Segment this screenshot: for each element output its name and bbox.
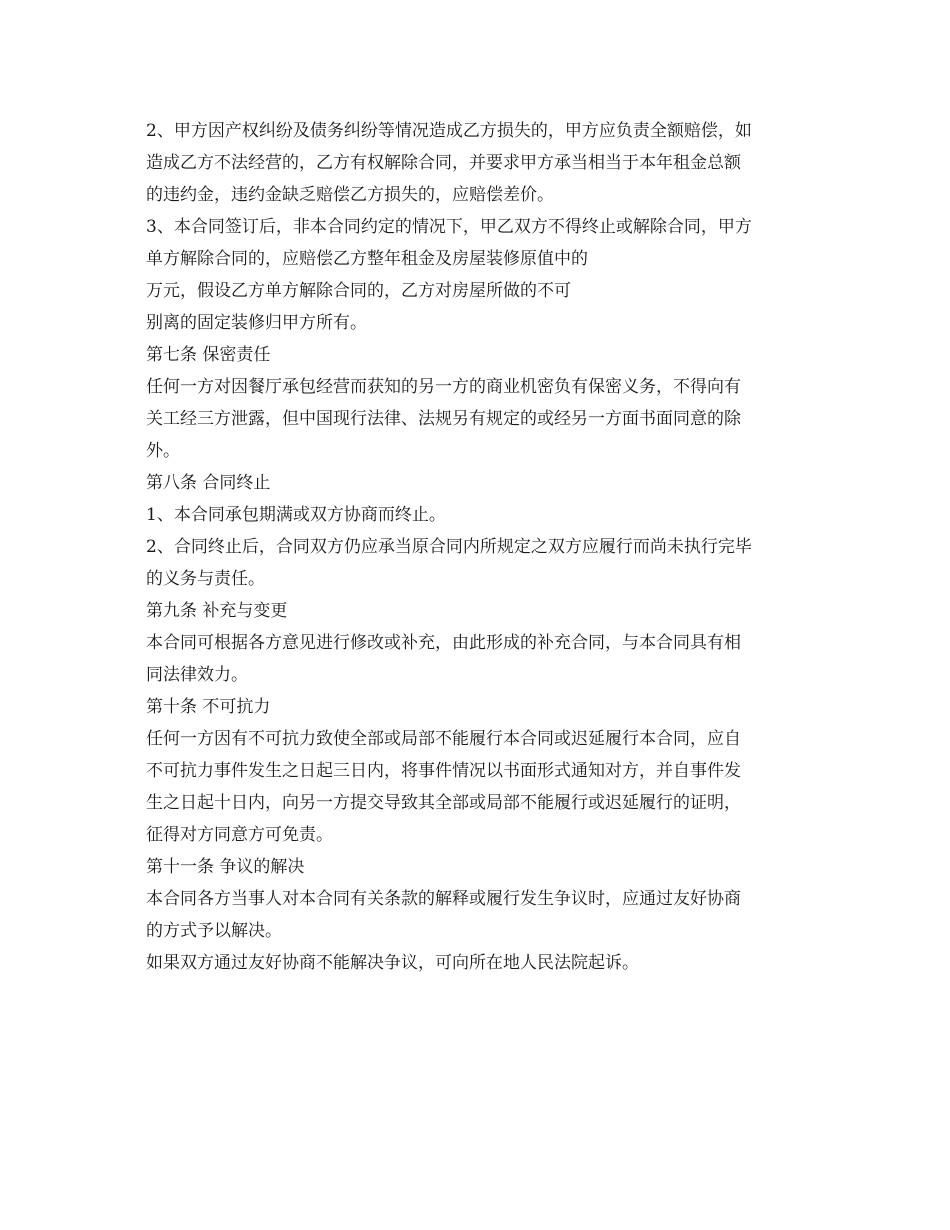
text-line: 本合同可根据各方意见进行修改或补充，由此形成的补充合同，与本合同具有相 [146, 633, 741, 653]
text-line: 2、合同终止后，合同双方仍应承当原合同内所规定之双方应履行而尚未执行完毕 [146, 537, 752, 557]
text-line: 征得对方同意方可免责。 [146, 825, 333, 845]
text-line: 万元，假设乙方单方解除合同的，乙方对房屋所做的不可 [146, 281, 571, 301]
text-line: 别离的固定装修归甲方所有。 [146, 313, 367, 333]
text-line: 2、甲方因产权纠纷及债务纠纷等情况造成乙方损失的，甲方应负责全额赔偿，如 [146, 121, 752, 141]
text-line: 任何一方对因餐厅承包经营而获知的另一方的商业机密负有保密义务，不得向有 [146, 377, 741, 397]
section-heading: 第十一条 争议的解决 [146, 857, 305, 877]
text-line: 关工经三方泄露，但中国现行法律、法规另有规定的或经另一方面书面同意的除 [146, 409, 741, 429]
section-heading: 第七条 保密责任 [146, 345, 271, 365]
section-heading: 第十条 不可抗力 [146, 697, 271, 717]
text-line: 的方式予以解决。 [146, 921, 282, 941]
text-line: 外。 [146, 441, 180, 461]
text-line: 的违约金，违约金缺乏赔偿乙方损失的，应赔偿差价。 [146, 185, 554, 205]
text-line: 同法律效力。 [146, 665, 248, 685]
text-line: 生之日起十日内，向另一方提交导致其全部或局部不能履行或迟延履行的证明， [146, 793, 741, 813]
text-line: 本合同各方当事人对本合同有关条款的解释或履行发生争议时，应通过友好协商 [146, 889, 741, 909]
section-heading: 第九条 补充与变更 [146, 601, 288, 621]
text-line: 如果双方通过友好协商不能解决争议，可向所在地人民法院起诉。 [146, 953, 639, 973]
section-heading: 第八条 合同终止 [146, 473, 271, 493]
document-body [146, 115, 806, 979]
text-line: 不可抗力事件发生之日起三日内，将事件情况以书面形式通知对方，并自事件发 [146, 761, 741, 781]
text-line: 的义务与责任。 [146, 569, 265, 589]
text-line: 单方解除合同的，应赔偿乙方整年租金及房屋装修原值中的 [146, 249, 588, 269]
text-line: 造成乙方不法经营的，乙方有权解除合同，并要求甲方承当相当于本年租金总额 [146, 153, 741, 173]
text-line: 3、本合同签订后，非本合同约定的情况下，甲乙双方不得终止或解除合同，甲方 [146, 217, 752, 237]
text-line: 1、本合同承包期满或双方协商而终止。 [146, 505, 446, 525]
text-line: 任何一方因有不可抗力致使全部或局部不能履行本合同或迟延履行本合同，应自 [146, 729, 741, 749]
